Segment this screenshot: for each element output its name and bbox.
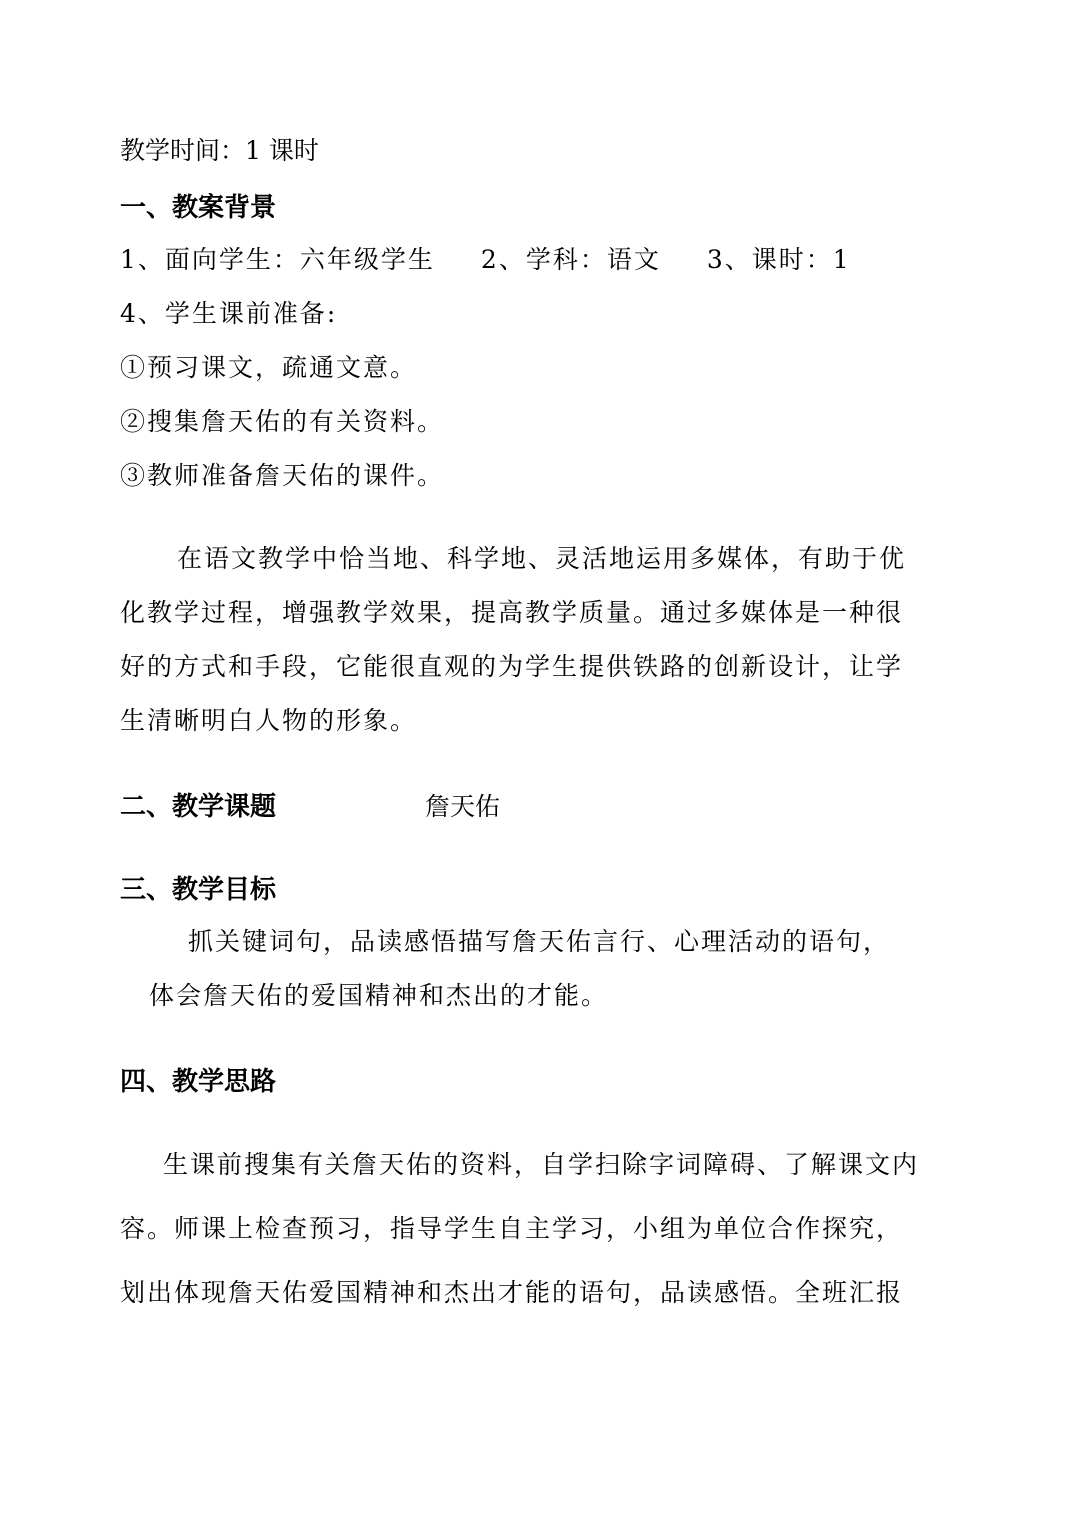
lesson-topic: 詹天佑 [425, 792, 501, 821]
background-paragraph-line: 生清晰明白人物的形象。 [120, 706, 418, 735]
class-hours: 3、课时：1 [706, 245, 851, 274]
student-prep-label: 4、学生课前准备: [120, 299, 338, 328]
target-students: 1、面向学生：六年级学生 [120, 245, 435, 274]
background-paragraph-line: 好的方式和手段，它能很直观的为学生提供铁路的创新设计，让学 [120, 652, 904, 681]
section1-heading: 一、教案背景 [120, 193, 277, 223]
section4-heading: 四、教学思路 [120, 1067, 277, 1097]
prep-item: ①预习课文，疏通文意。 [120, 353, 418, 382]
background-info-line [120, 244, 851, 276]
prep-item: ②搜集詹天佑的有关资料。 [120, 407, 445, 436]
teaching-time: 教学时间：1 课时 [120, 136, 319, 165]
background-paragraph-line: 在语文教学中恰当地、科学地、灵活地运用多媒体，有助于优 [177, 544, 907, 573]
subject: 2、学科：语文 [480, 245, 661, 274]
goal-line: 抓关键词句，品读感悟描写詹天佑言行、心理活动的语句， [188, 927, 891, 956]
background-paragraph-line: 化教学过程，增强教学效果，提高教学质量。通过多媒体是一种很 [120, 598, 904, 627]
approach-paragraph-line: 划出体现詹天佑爱国精神和杰出才能的语句，品读感悟。全班汇报 [120, 1278, 904, 1307]
prep-item: ③教师准备詹天佑的课件。 [120, 461, 445, 490]
approach-paragraph-line: 生课前搜集有关詹天佑的资料，自学扫除字词障碍、了解课文内 [163, 1150, 920, 1179]
approach-paragraph-line: 容。师课上检查预习，指导学生自主学习，小组为单位合作探究， [120, 1214, 904, 1243]
section3-heading: 三、教学目标 [120, 875, 277, 905]
goal-line: 体会詹天佑的爱国精神和杰出的才能。 [149, 981, 609, 1010]
section2-heading: 二、教学课题 [120, 792, 277, 822]
